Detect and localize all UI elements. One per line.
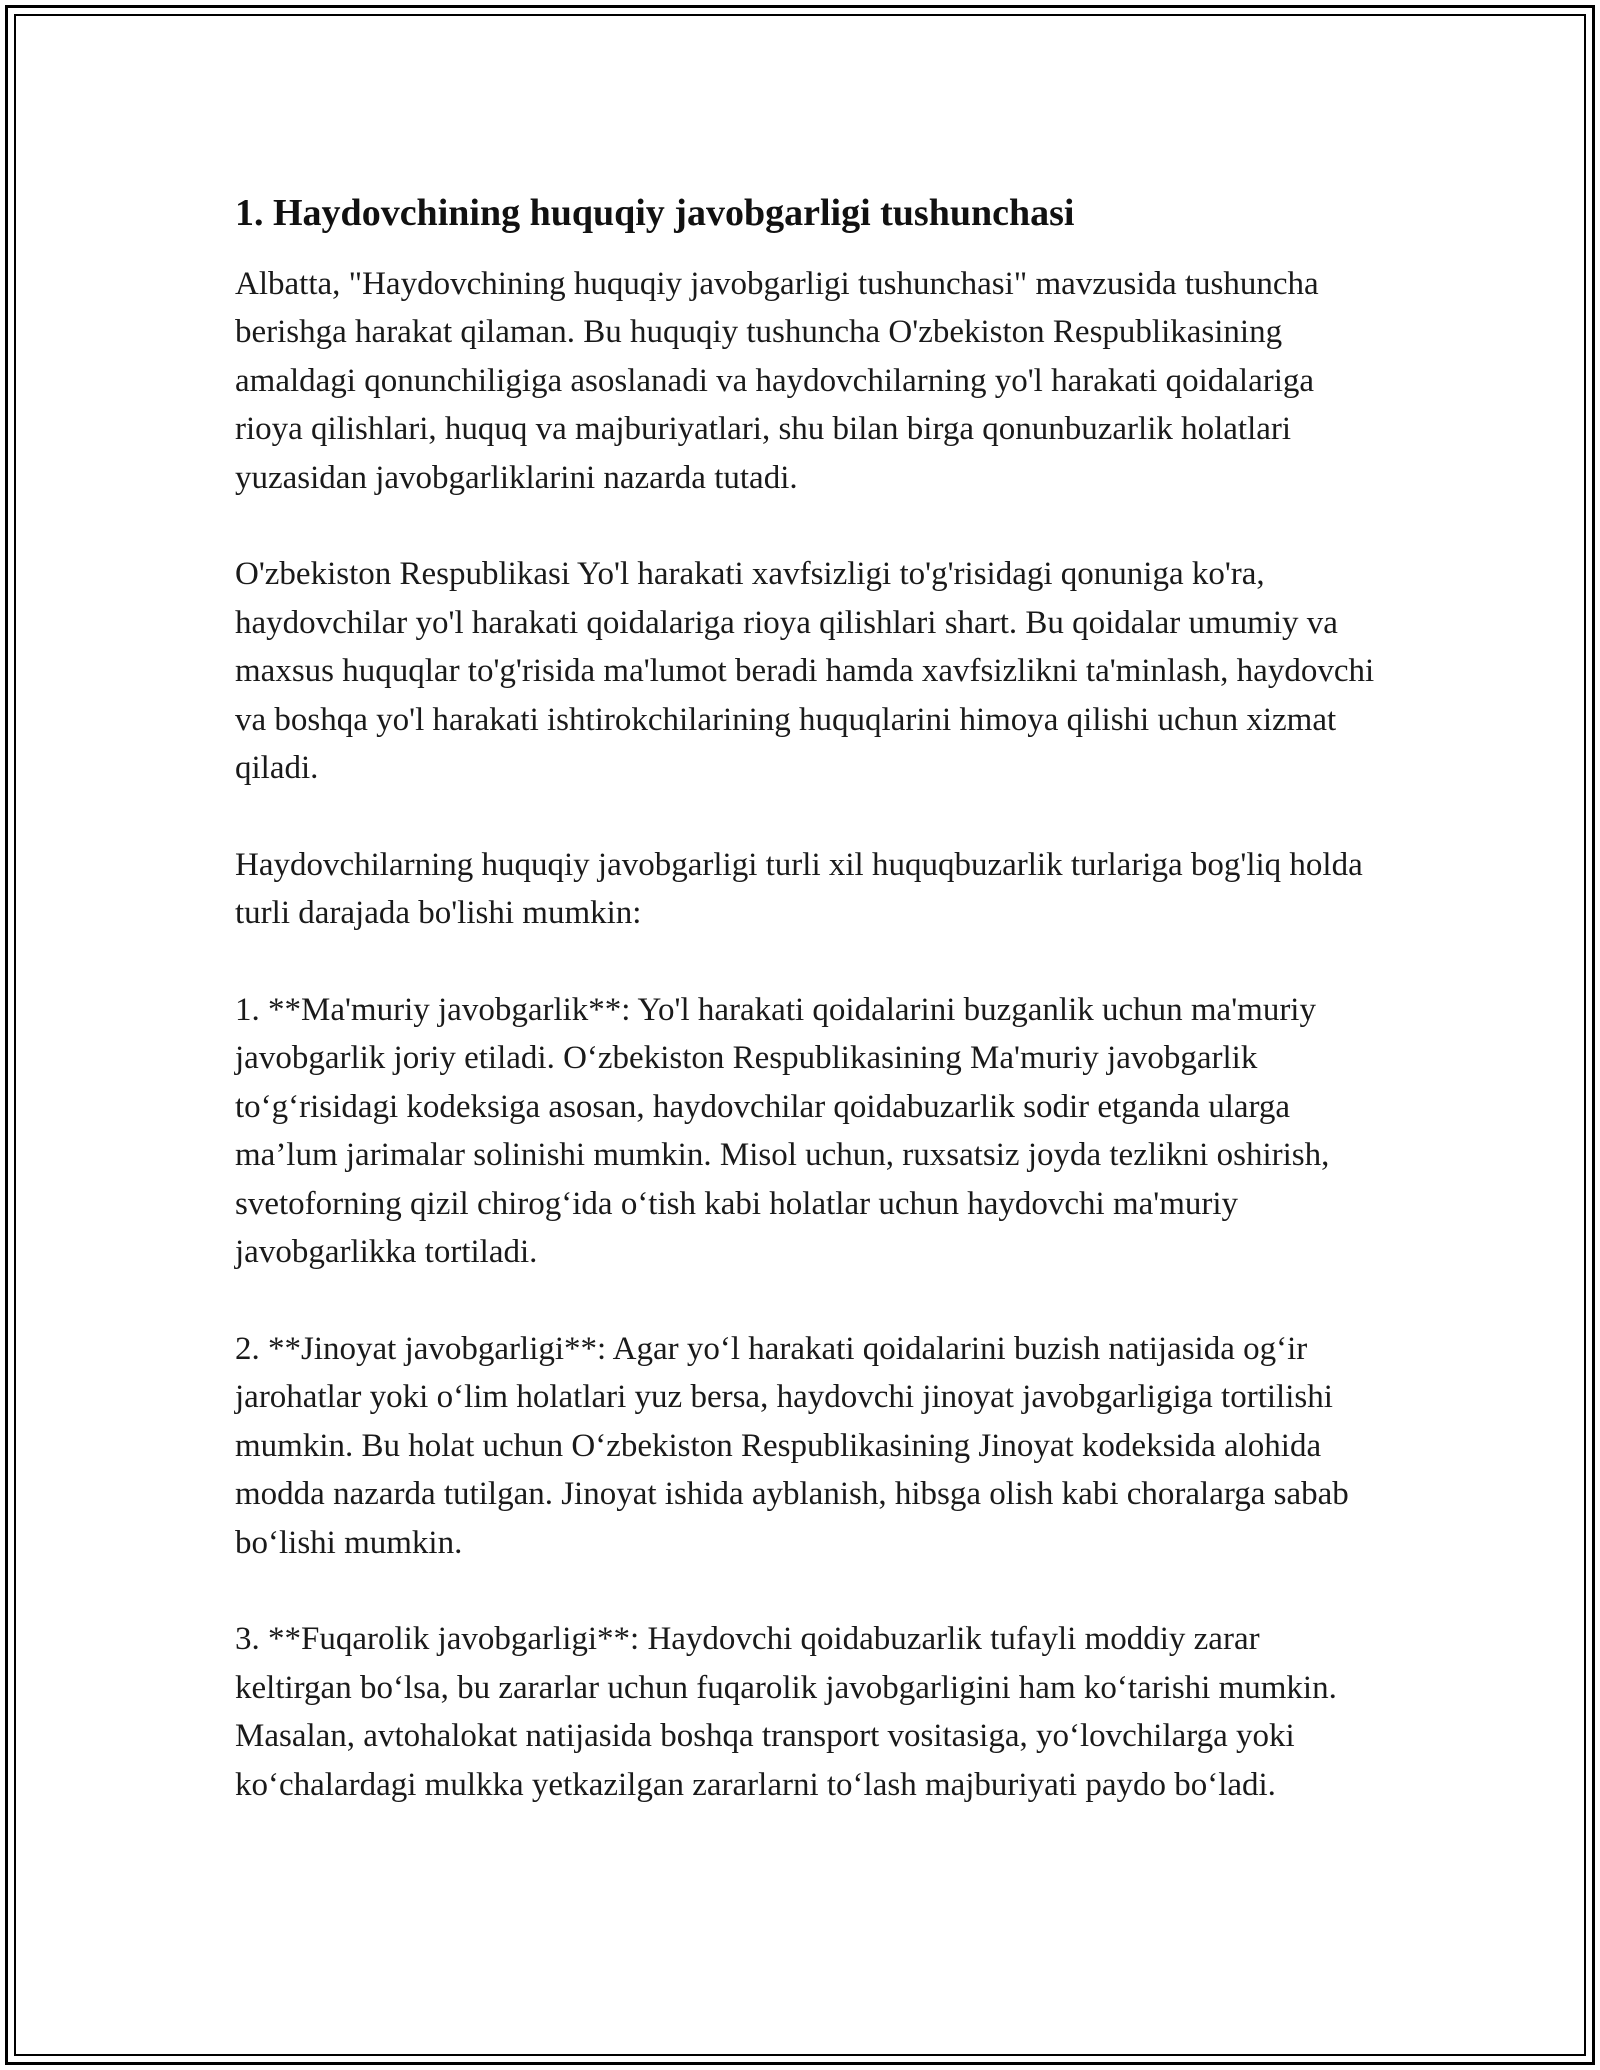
list-item-criminal: 2. **Jinoyat javobgarligi**: Agar yo‘l harakati qoidalarini buzish natijasida og‘ir jarohatlar yoki o‘lim holatlari yuz bersa, haydovchi jinoyat javobgarligiga tortilishi mumkin. Bu holat uchun O‘zbekiston Respublikasining Jinoyat kodeksida alohida modda nazarda tutilgan. Jinoyat ishida ayblanish, hibsga olish kabi choralarga sabab bo‘lishi mumkin.: [235, 1330, 1358, 1561]
section-heading: 1. Haydovchining huquqiy javobgarligi tushunchasi: [235, 192, 1075, 234]
list-item-administrative: 1. **Ma'muriy javobgarlik**: Yo'l harakati qoidalarini buzganlik uchun ma'muriy javobgarlik joriy etiladi. O‘zbekiston Respublikasining Ma'muriy javobgarlik to‘g‘risidagi kodeksiga asosan, haydovchilar qoidabuzarlik sodir etganda ularga ma’lum jarimalar solinishi mumkin. Misol uchun, ruxsatsiz joyda tezlikni oshirish, svetoforning qizil chirog‘ida o‘tish kabi holatlar uchun haydovchi ma'muriy javobgarlikka tortiladi.: [235, 992, 1338, 1271]
paragraph-types-intro: Haydovchilarning huquqiy javobgarligi turli xil huquqbuzarlik turlariga bog'liq holda turli darajada bo'lishi mumkin:: [235, 846, 1371, 932]
paragraph-intro: Albatta, "Haydovchining huquqiy javobgarligi tushunchasi" mavzusida tushuncha berishga harakat qilaman. Bu huquqiy tushuncha O'zbekiston Respublikasining amaldagi qonunchiligiga asoslanadi va haydovchilarning yo'l harakati qoidalariga rioya qilishlari, huquq va majburiyatlari, shu bilan birga qonunbuzarlik holatlari yuzasidan javobgarliklarini nazarda tutadi.: [235, 266, 1327, 496]
list-item-civil: 3. **Fuqarolik javobgarligi**: Haydovchi qoidabuzarlik tufayli moddiy zarar keltirgan bo‘lsa, bu zararlar uchun fuqarolik javobgarligini ham ko‘tarishi mumkin. Masalan, avtohalokat natijasida boshqa transport vositasiga, yo‘lovchilarga yoki ko‘chalardagi mulkka yetkazilgan zararlarni to‘lash majburiyati paydo bo‘ladi.: [235, 1621, 1346, 1803]
document-body: [235, 188, 1383, 1809]
paragraph-law: O'zbekiston Respublikasi Yo'l harakati xavfsizligi to'g'risidagi qonuniga ko'ra, haydovchilar yo'l harakati qoidalariga rioya qilishlari shart. Bu qoidalar umumiy va maxsus huquqlar to'g'risida ma'lumot beradi hamda xavfsizlikni ta'minlash, haydovchi va boshqa yo'l harakati ishtirokchilarining huquqlarini himoya qilishi uchun xizmat qiladi.: [235, 556, 1383, 787]
